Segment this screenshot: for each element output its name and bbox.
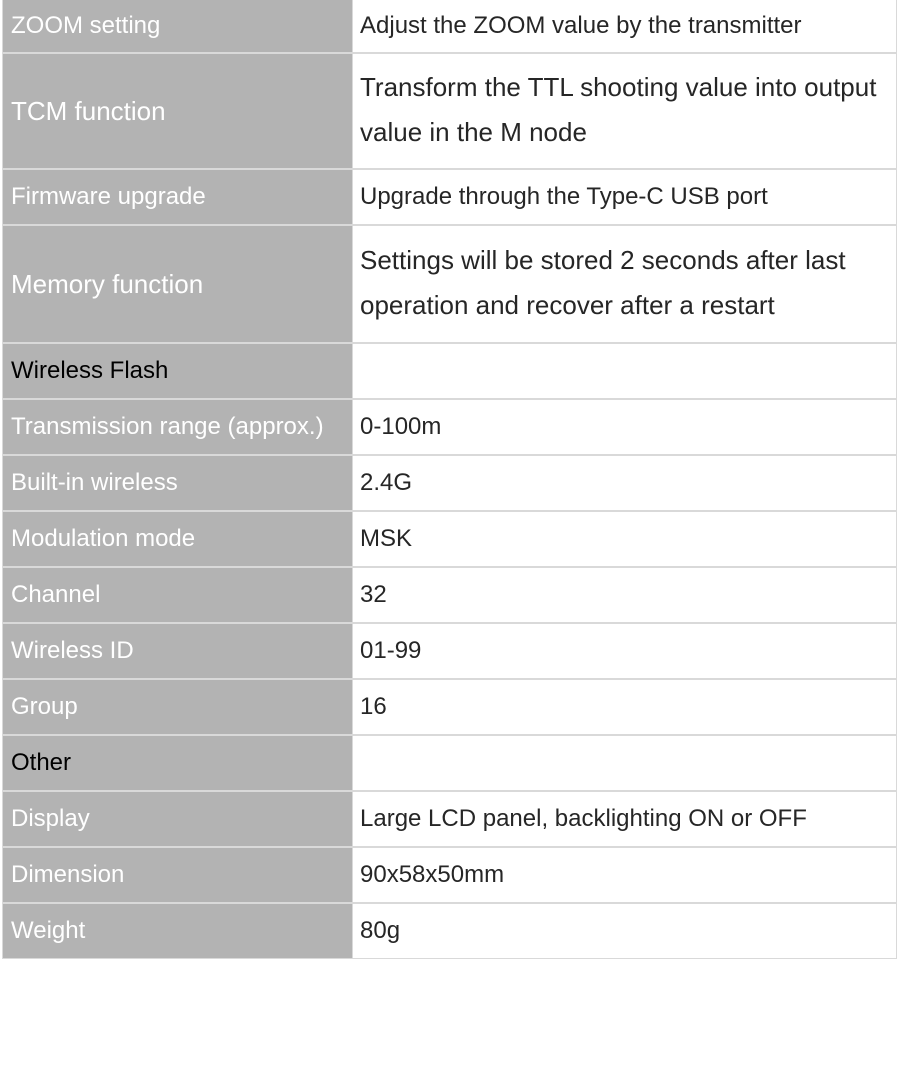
table-row — [3, 511, 897, 567]
table-row — [3, 53, 897, 169]
table-row — [3, 847, 897, 903]
table-row — [3, 399, 897, 455]
row-label: Built-in wireless — [3, 455, 353, 511]
row-value: 80g — [353, 903, 897, 959]
row-value: 90x58x50mm — [353, 847, 897, 903]
row-value: Settings will be stored 2 seconds after last operation and recover after a restart — [353, 225, 897, 343]
row-value: Upgrade through the Type-C USB port — [353, 169, 897, 225]
row-value: Adjust the ZOOM value by the transmitter — [353, 0, 897, 53]
table-row — [3, 169, 897, 225]
row-label: Transmission range (approx.) — [3, 399, 353, 455]
section-heading: Other — [3, 735, 353, 791]
spec-table — [2, 0, 897, 959]
row-label: Display — [3, 791, 353, 847]
table-row — [3, 225, 897, 343]
row-label: Firmware upgrade — [3, 169, 353, 225]
row-value — [353, 343, 897, 399]
row-value: 2.4G — [353, 455, 897, 511]
row-value: 01-99 — [353, 623, 897, 679]
row-value — [353, 735, 897, 791]
table-row — [3, 623, 897, 679]
row-label: Wireless ID — [3, 623, 353, 679]
table-row — [3, 679, 897, 735]
row-label: Memory function — [3, 225, 353, 343]
row-label: ZOOM setting — [3, 0, 353, 53]
row-value: 0-100m — [353, 399, 897, 455]
table-row — [3, 567, 897, 623]
row-label: Group — [3, 679, 353, 735]
table-row — [3, 455, 897, 511]
section-row — [3, 735, 897, 791]
row-label: TCM function — [3, 53, 353, 169]
table-row — [3, 903, 897, 959]
row-label: Weight — [3, 903, 353, 959]
row-value: Large LCD panel, backlighting ON or OFF — [353, 791, 897, 847]
table-row — [3, 0, 897, 53]
row-label: Channel — [3, 567, 353, 623]
row-value: 32 — [353, 567, 897, 623]
row-value: Transform the TTL shooting value into output value in the M node — [353, 53, 897, 169]
row-label: Modulation mode — [3, 511, 353, 567]
row-value: 16 — [353, 679, 897, 735]
section-heading: Wireless Flash — [3, 343, 353, 399]
section-row — [3, 343, 897, 399]
row-value: MSK — [353, 511, 897, 567]
row-label: Dimension — [3, 847, 353, 903]
table-row — [3, 791, 897, 847]
